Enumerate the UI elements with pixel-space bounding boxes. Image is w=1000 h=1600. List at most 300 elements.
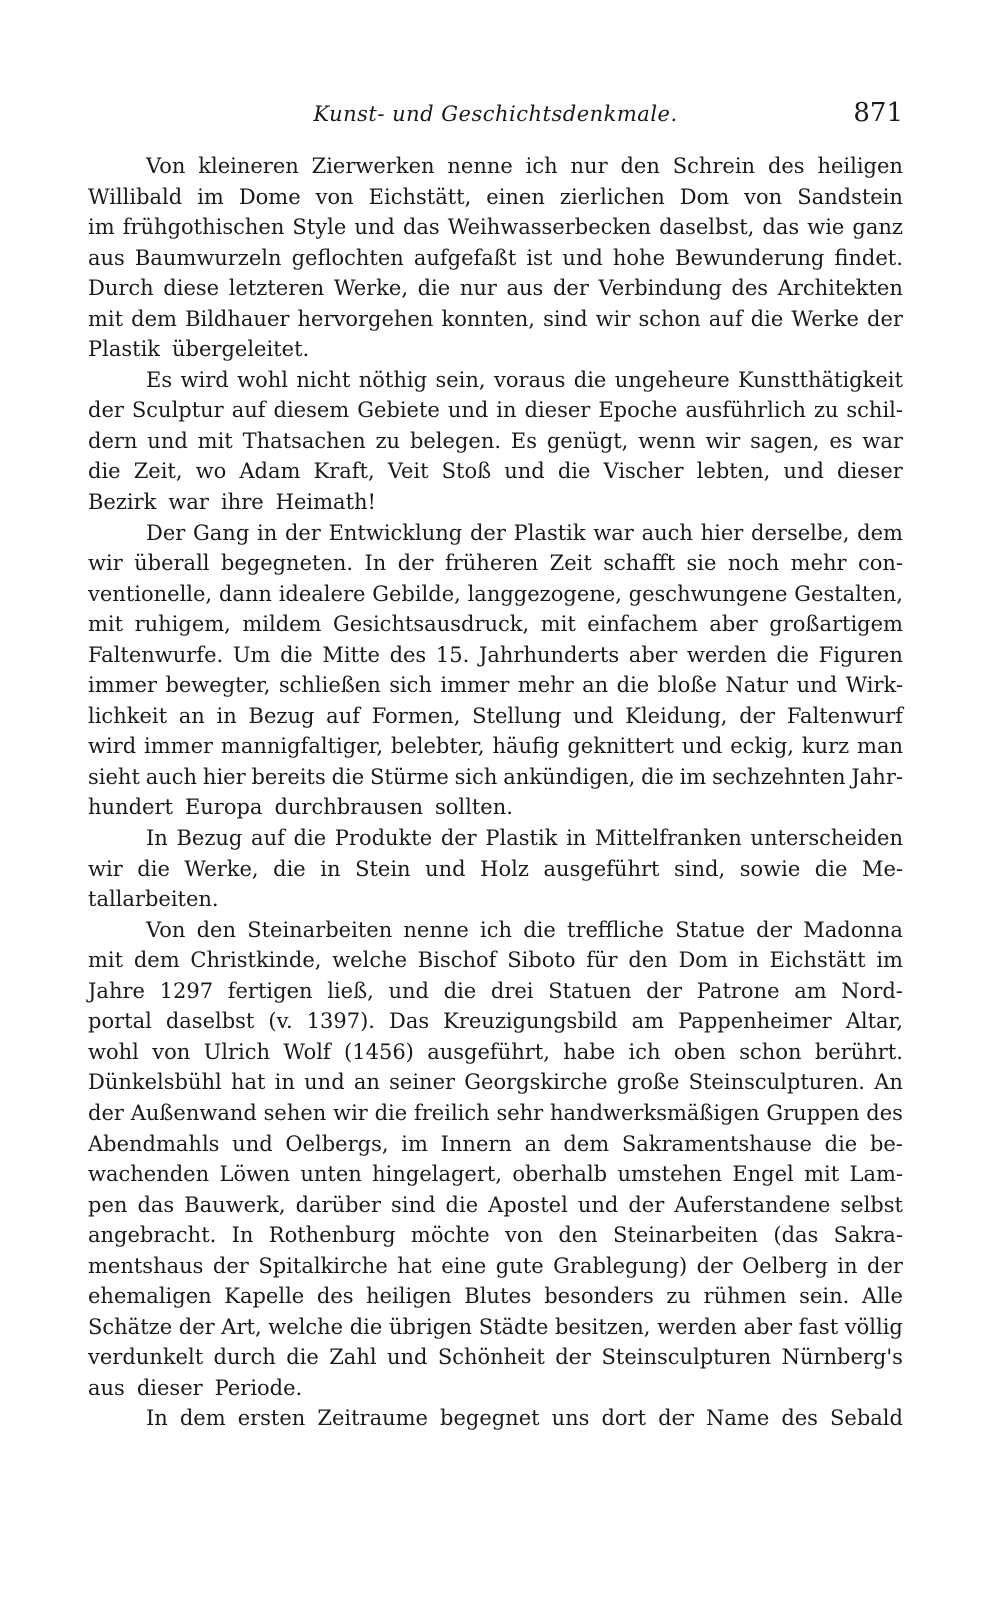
word: nenne <box>447 154 513 178</box>
word: belebter, <box>390 734 485 759</box>
word: Georgskirche <box>464 1070 608 1095</box>
word: den <box>558 1223 598 1248</box>
word: den <box>196 917 236 942</box>
word: In <box>146 826 168 851</box>
word: Dom <box>679 184 730 209</box>
word: die <box>641 764 674 789</box>
word: einfachem <box>587 612 698 637</box>
word: dem <box>857 520 903 545</box>
text-line <box>88 884 903 915</box>
word: Vischer <box>603 459 684 484</box>
word: nicht <box>296 367 351 392</box>
word: Zierwerken <box>311 154 435 178</box>
word: ehemaligen <box>88 1284 212 1309</box>
word: lebten, <box>696 459 771 484</box>
word: angebracht. <box>88 1223 217 1248</box>
word: die <box>137 856 170 881</box>
word: Baumwurzeln <box>134 245 282 270</box>
word: hier <box>700 520 744 545</box>
word: und <box>147 428 188 453</box>
word: con- <box>857 551 903 576</box>
word: uns <box>551 1406 590 1431</box>
word: Zeit, <box>133 459 183 484</box>
word: in <box>566 826 587 851</box>
word: heiligen <box>366 1284 452 1309</box>
word: Entwicklung <box>328 520 463 545</box>
word: Plastik <box>513 520 586 545</box>
word: dem <box>131 306 177 331</box>
word: Apostel <box>488 1192 568 1217</box>
word: derselbe, <box>751 520 850 545</box>
word: Sakramentshause <box>621 1131 812 1156</box>
word: mit <box>88 948 124 973</box>
word: zu <box>666 1284 691 1309</box>
word: sich <box>389 673 432 698</box>
word: die <box>750 306 784 331</box>
word: hohe <box>612 245 665 270</box>
word: bloße <box>657 673 717 698</box>
word: es <box>829 428 853 453</box>
page-header <box>88 98 903 138</box>
word: des <box>731 276 769 301</box>
word: sehen <box>263 1100 327 1125</box>
word: mehr <box>790 551 847 576</box>
text-line <box>88 945 903 976</box>
word: langgezogene, <box>467 581 622 606</box>
word: Blutes <box>464 1284 532 1309</box>
word: Madonna <box>803 917 903 942</box>
word: und <box>573 703 614 728</box>
word: schafft <box>603 551 676 576</box>
word: und <box>562 245 603 270</box>
word: Me- <box>861 856 903 881</box>
word: der <box>658 1406 694 1431</box>
text-line <box>88 579 903 610</box>
word: Periode. <box>214 1375 303 1400</box>
word: (1456) <box>344 1039 414 1064</box>
word: die <box>523 917 556 942</box>
word: der <box>212 1253 249 1278</box>
word: hier <box>202 764 246 789</box>
word: ganz <box>852 215 903 240</box>
word: begegneten. <box>220 551 354 576</box>
word: des <box>781 1406 818 1431</box>
word: Engel <box>732 1162 794 1187</box>
word: Um <box>232 642 271 667</box>
text-line <box>88 670 903 701</box>
word: bereits <box>251 764 326 789</box>
word: sechzehnten <box>712 764 846 789</box>
word: Bildhauer <box>185 306 290 331</box>
word: aber <box>709 612 758 637</box>
word: wie <box>807 215 845 240</box>
word: mit <box>540 612 576 637</box>
word: sind, <box>674 856 726 881</box>
word: Altar, <box>845 1009 903 1034</box>
word: die <box>273 856 306 881</box>
text-line <box>88 243 903 274</box>
text-line <box>88 212 903 243</box>
word: und <box>577 1192 619 1217</box>
text-line <box>88 762 903 793</box>
word: der <box>397 551 434 576</box>
word: 15. <box>435 642 470 667</box>
word: mit <box>88 612 124 637</box>
word: zierlichen <box>559 184 665 209</box>
word: Eichstätt <box>769 948 866 973</box>
word: In <box>364 551 387 576</box>
word: noch <box>727 551 780 576</box>
word: Kunstthätigkeit <box>738 367 903 392</box>
word: der <box>867 1253 903 1278</box>
word: durchbrausen <box>274 795 423 820</box>
word: großartigem <box>769 612 903 637</box>
word: Dünkelsbühl <box>88 1070 222 1095</box>
word: Jahr- <box>851 764 903 789</box>
word: Wirk- <box>845 673 903 698</box>
word: rühmen <box>703 1284 787 1309</box>
text-line <box>88 426 903 457</box>
word: be- <box>869 1131 903 1156</box>
word: im <box>679 764 707 789</box>
text-line <box>88 182 903 213</box>
word: 1397). <box>306 1009 375 1034</box>
word: Dom <box>678 948 728 973</box>
text-line <box>88 1312 903 1343</box>
word: war <box>593 520 634 545</box>
text-line <box>88 151 903 182</box>
word: zu <box>813 398 839 423</box>
word: Statuen <box>548 978 632 1003</box>
word: Kreuzigungsbild <box>443 1009 618 1034</box>
word: seiner <box>389 1070 456 1095</box>
word: ausgeführt, <box>427 1039 550 1064</box>
word: auf <box>708 306 743 331</box>
word: ließ, <box>327 978 374 1003</box>
word: zu <box>375 428 401 453</box>
text-line <box>88 792 903 823</box>
word: war <box>862 428 903 453</box>
word: lichkeit <box>88 703 168 728</box>
word: in <box>274 1070 295 1095</box>
word: ersten <box>237 1406 306 1431</box>
word: die <box>814 856 848 881</box>
word: und <box>425 856 466 881</box>
word: oben <box>673 1039 726 1064</box>
word: die <box>445 1192 479 1217</box>
word: die <box>88 459 121 484</box>
word: geschwungene <box>628 581 788 606</box>
word: überall <box>134 551 210 576</box>
text-line <box>88 1342 903 1373</box>
word: von <box>504 1223 543 1248</box>
word: Natur <box>725 673 789 698</box>
word: werden <box>657 1314 737 1339</box>
word: wird <box>88 734 137 759</box>
word: Bewunderung <box>675 245 825 270</box>
word: in <box>738 948 759 973</box>
word: die <box>557 459 591 484</box>
text-line <box>88 731 903 762</box>
word: die <box>374 1100 408 1125</box>
word: sich <box>454 764 498 789</box>
text-line <box>88 304 903 335</box>
word: mannigfaltiger, <box>220 734 384 759</box>
word: für <box>586 948 618 973</box>
word: verdunkelt <box>88 1345 204 1370</box>
word: Patrone <box>696 978 780 1003</box>
word: übrigen <box>388 1314 473 1339</box>
word: am <box>631 1009 665 1034</box>
word: im <box>401 1131 428 1156</box>
word: Oelberg <box>742 1253 828 1278</box>
word: Christkinde, <box>190 948 322 973</box>
word: Stürme <box>370 764 449 789</box>
word: an <box>582 673 609 698</box>
word: Zahl <box>329 1345 377 1370</box>
word: von <box>315 184 354 209</box>
word: an <box>353 1070 380 1095</box>
word: und <box>388 978 429 1003</box>
word: in <box>216 703 237 728</box>
word: Style <box>292 215 347 240</box>
word: wir <box>705 428 741 453</box>
text-line <box>88 1098 903 1129</box>
word: Kraft, <box>313 459 375 484</box>
word: Wolf <box>283 1039 331 1064</box>
word: Gebiete <box>357 398 440 423</box>
word: oberhalb <box>512 1162 608 1187</box>
word: fast <box>798 1314 839 1339</box>
word: Formen, <box>371 703 461 728</box>
word: Bezug <box>248 703 315 728</box>
word: freilich <box>413 1100 490 1125</box>
text-line <box>88 1403 903 1434</box>
word: die <box>280 642 313 667</box>
word: konnten, <box>441 306 535 331</box>
word: der <box>646 978 683 1003</box>
word: der <box>739 703 776 728</box>
word: und <box>783 459 824 484</box>
word: die <box>824 1131 858 1156</box>
word: Schätze <box>88 1314 173 1339</box>
word: besitzen, <box>554 1314 651 1339</box>
word: kurz <box>801 734 850 759</box>
word: mehr <box>517 673 574 698</box>
word: schon <box>638 306 701 331</box>
word: Von <box>146 154 186 178</box>
word: der <box>555 1345 592 1370</box>
word: sie <box>686 551 717 576</box>
text-line <box>88 1220 903 1251</box>
text-line <box>88 1159 903 1190</box>
word: nur <box>459 276 497 301</box>
word: Adam <box>239 459 301 484</box>
word: Alle <box>861 1284 903 1309</box>
word: dieser <box>524 398 591 423</box>
word: Es <box>146 367 173 392</box>
word: auf <box>251 826 285 851</box>
word: schil- <box>846 398 903 423</box>
word: ihre <box>220 490 264 515</box>
word: der <box>469 520 506 545</box>
text-line <box>88 1190 903 1221</box>
word: dem <box>133 948 180 973</box>
word: auch <box>641 520 693 545</box>
word: voraus <box>493 367 566 392</box>
word: ausgeführt <box>543 856 660 881</box>
word: die <box>286 1345 319 1370</box>
word: in <box>256 520 278 545</box>
word: sieht <box>88 764 140 789</box>
word: idealere <box>278 581 366 606</box>
word: hat <box>230 1070 266 1095</box>
word: und <box>504 459 545 484</box>
word: treffliche <box>567 917 664 942</box>
text-line <box>88 395 903 426</box>
word: man <box>857 734 903 759</box>
word: Statue <box>675 917 745 942</box>
word: Mittelfranken <box>594 826 742 851</box>
word: die <box>616 673 650 698</box>
word: Eichstätt, <box>368 184 472 209</box>
word: Rothenburg <box>268 1223 396 1248</box>
word: des <box>316 1284 354 1309</box>
word: von <box>152 1039 191 1064</box>
word: dem <box>563 1131 610 1156</box>
word: Epoche <box>598 398 678 423</box>
word: Innern <box>440 1131 512 1156</box>
word: und <box>354 215 395 240</box>
word: wenn <box>638 428 696 453</box>
word: Oelbergs, <box>285 1131 389 1156</box>
word: An <box>874 1070 903 1095</box>
text-line <box>88 487 903 518</box>
word: hundert <box>88 795 173 820</box>
word: besonders <box>544 1284 654 1309</box>
word: mildem <box>242 612 322 637</box>
word: dann <box>218 581 272 606</box>
word: genügt, <box>546 428 629 453</box>
word: Steinsculpturen. <box>688 1070 865 1095</box>
word: werden <box>686 642 767 667</box>
word: belegen. <box>409 428 502 453</box>
word: letzteren <box>228 276 325 301</box>
word: daselbst, <box>659 215 755 240</box>
word: Bezirk <box>88 490 157 515</box>
word: diesem <box>273 398 350 423</box>
word: portal <box>88 1009 152 1034</box>
word: nur <box>570 154 608 178</box>
word: Löwen <box>219 1162 290 1187</box>
word: Grablegung) <box>553 1253 688 1278</box>
word: auch <box>145 764 198 789</box>
word: Plastik <box>485 826 558 851</box>
word: dieser <box>837 459 903 484</box>
word: wird <box>180 367 229 392</box>
word: aber <box>628 642 678 667</box>
word: aus <box>88 1375 125 1400</box>
word: große <box>616 1070 680 1095</box>
word: dern <box>88 428 138 453</box>
word: Produkte <box>334 826 433 851</box>
text-line <box>88 1006 903 1037</box>
word: der <box>178 1314 215 1339</box>
word: Mitte <box>322 642 380 667</box>
word: Art, <box>221 1314 262 1339</box>
word: die <box>776 642 809 667</box>
word: häufig <box>492 734 560 759</box>
word: und <box>386 1345 428 1370</box>
word: Kapelle <box>224 1284 305 1309</box>
word: in <box>320 856 341 881</box>
word: im <box>876 948 903 973</box>
word: (das <box>773 1223 819 1248</box>
word: Bischof <box>417 948 497 973</box>
text-line <box>88 518 903 549</box>
word: Werke, <box>184 856 259 881</box>
word: frühgothischen <box>122 215 285 240</box>
word: Steinarbeiten <box>613 1223 759 1248</box>
word: Städte <box>478 1314 549 1339</box>
word: berührt. <box>814 1039 903 1064</box>
word: Stoß <box>441 459 492 484</box>
word: sein, <box>435 367 486 392</box>
word: einen <box>486 184 545 209</box>
text-line <box>88 1129 903 1160</box>
word: Heimath! <box>275 490 376 515</box>
word: Weihwasserbecken <box>447 215 652 240</box>
word: umstehen <box>617 1162 722 1187</box>
text-line <box>88 640 903 671</box>
word: wir <box>88 551 123 576</box>
word: Gesichtsausdruck, <box>332 612 530 637</box>
word: bewegter, <box>165 673 271 698</box>
word: aus <box>88 245 125 270</box>
word: und <box>447 398 489 423</box>
word: im <box>197 184 224 209</box>
word: Auferstandene <box>674 1192 831 1217</box>
text-line <box>88 854 903 885</box>
word: Gruppen <box>766 1100 860 1125</box>
word: ankündigen, <box>503 764 636 789</box>
word: der <box>696 1253 733 1278</box>
word: Nürnberg's <box>781 1345 903 1370</box>
word: Schönheit <box>437 1345 545 1370</box>
word: aufgefaßt <box>413 245 517 270</box>
word: heiligen <box>817 154 903 178</box>
word: Europa <box>184 795 263 820</box>
page-number: 871 <box>853 98 903 128</box>
word: Thatsachen <box>242 428 366 453</box>
word: mentshaus <box>88 1253 204 1278</box>
text-line <box>88 976 903 1007</box>
word: Es <box>510 428 537 453</box>
word: Gestalten, <box>794 581 903 606</box>
word: immer <box>88 673 158 698</box>
word: aus <box>506 276 544 301</box>
word: geknittert <box>567 734 674 759</box>
word: an <box>178 703 205 728</box>
word: Spitalkirche <box>258 1253 388 1278</box>
word: pen <box>88 1192 128 1217</box>
word: kleineren <box>198 154 299 178</box>
word: des <box>866 1100 903 1125</box>
word: sind <box>391 1192 436 1217</box>
word: Von <box>146 917 186 942</box>
word: der <box>552 276 589 301</box>
word: im <box>88 215 115 240</box>
